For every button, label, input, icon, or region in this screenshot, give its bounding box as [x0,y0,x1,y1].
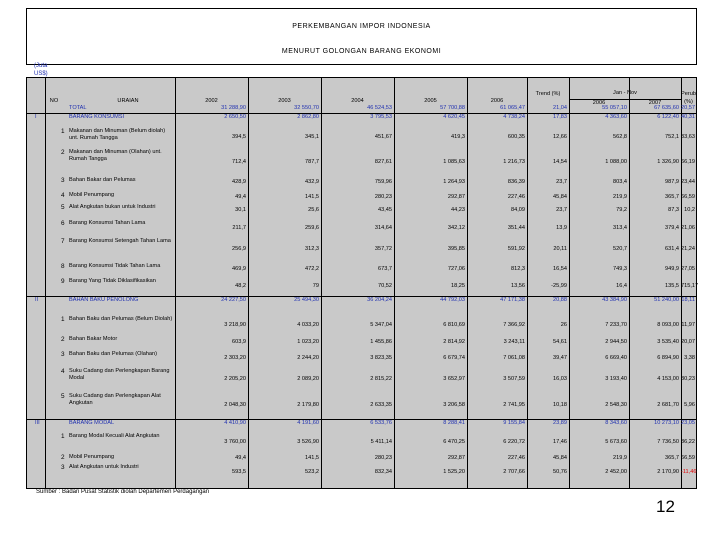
table-cell: 55 057,10 [602,105,627,111]
table-cell: 2 650,50 [224,114,246,120]
table-cell: 6 470,25 [443,439,465,445]
table-cell: 10,18 [553,402,567,408]
table-cell: 787,7 [305,159,319,165]
table-cell: 6 669,40 [605,355,627,361]
row-label: Makanan dan Minuman (Olahan) unt. Rumah Tangga [69,149,162,162]
table-cell: 4 191,60 [297,420,319,426]
table-cell: 395,85 [447,246,465,252]
table-cell: 49,4 [235,455,246,461]
table-cell: 13,9 [556,225,567,231]
row-number: 3 [61,464,65,471]
grid-line [45,78,46,488]
row-label: Mobil Penumpang [69,454,115,460]
header-2003: 2003 [278,98,291,104]
table-cell: 26 [560,322,567,328]
table-cell: 6 122,40 [657,114,679,120]
table-cell: 43 384,90 [602,297,627,303]
row-number: 6 [61,220,65,227]
table-cell: 7 233,70 [605,322,627,328]
table-cell: 313,4 [613,225,627,231]
table-cell: 5 347,04 [370,322,392,328]
table-cell: 21,24 [681,246,695,252]
table-cell: 9 155,84 [503,420,525,426]
table-cell: 5,96 [684,402,695,408]
table-cell: 3 795,53 [370,114,392,120]
row-label: Suku Cadang dan Perlengkapan Barang Modal [69,368,170,381]
table-cell: 66,59 [681,194,695,200]
table-cell: 603,9 [232,339,246,345]
row-number: 1 [61,128,65,135]
table-cell: 520,7 [613,246,627,252]
source-note: Sumber : Badan Pusat Statistik diolah Departemen Perdagangan [36,489,210,495]
table-cell: 70,52 [378,283,392,289]
table-cell: 631,4 [665,246,679,252]
table-cell: 27,05 [681,266,695,272]
table-cell: 949,9 [665,266,679,272]
row-number: II [35,297,39,303]
table-cell: 54,61 [553,339,567,345]
table-cell: 365,7 [665,455,679,461]
table-cell: 12,66 [553,134,567,140]
table-cell: 20,11 [553,246,567,252]
table-cell: 749,3 [613,266,627,272]
table-cell: 79 [312,283,319,289]
row-label: Barang Konsumsi Tahan Lama [69,220,146,226]
table-cell: 1 326,90 [657,159,679,165]
table-cell: 836,39 [507,179,525,185]
row-number: 8 [61,263,65,270]
table-cell: 987,9 [665,179,679,185]
row-label: Barang Modal Kecuali Alat Angkutan [69,433,160,439]
table-cell: 135,5 [665,283,679,289]
table-cell: 20,88 [553,297,567,303]
row-number: 4 [61,368,65,375]
table-cell: 44,23 [451,207,465,213]
table-cell: 3 243,11 [503,339,525,345]
table-cell: 5 673,60 [605,439,627,445]
table-cell: 8 288,41 [443,420,465,426]
row-number: I [35,114,37,120]
table-cell: 1 023,20 [297,339,319,345]
table-cell: 50,76 [553,469,567,475]
table-cell: 394,5 [232,134,246,140]
table-cell: 30,1 [235,207,246,213]
header-jan-nov: Jan - Nov [613,90,637,96]
table-cell: 10,2 [684,207,695,213]
header-2006: 2006 [490,98,504,104]
row-number: 2 [61,336,65,343]
data-table [26,77,697,489]
row-label: Makanan dan Minuman (Belum diolah) unt. Rumah Tangga [69,128,166,141]
row-label: BAHAN BAKU PENOLONG [69,297,139,303]
table-cell: 17,83 [553,114,567,120]
row-label: Alat Angkutan bukan untuk Industri [69,204,156,210]
table-cell: 61 065,47 [500,105,525,111]
table-cell: 1 525,20 [443,469,465,475]
header-jn-2006: 2006 [592,100,606,106]
table-cell: 23,05 [681,420,695,426]
table-cell: 30,23 [681,376,695,382]
table-cell: 6 810,69 [443,322,465,328]
unit-label: (Juta US$) [34,63,48,77]
table-cell: 219,9 [613,194,627,200]
table-cell: 16,03 [553,376,567,382]
table-cell: 3 823,35 [370,355,392,361]
table-cell: 256,9 [232,246,246,252]
table-cell: 49,4 [235,194,246,200]
table-cell: 33,63 [681,134,695,140]
table-cell: 46 524,53 [367,105,392,111]
row-number: 3 [61,177,65,184]
row-number: 5 [61,204,65,211]
header-perub: Perub (%) [681,91,696,105]
row-label: Bahan Bakar Motor [69,336,118,342]
table-cell: 2 815,22 [370,376,392,382]
table-cell: 17,46 [553,439,567,445]
page-number: 12 [656,497,675,516]
table-cell: 3 526,90 [297,439,319,445]
table-cell: 57 700,88 [440,105,465,111]
table-cell: 141,5 [305,194,319,200]
table-cell: 2 741,95 [503,402,525,408]
table-cell: 18,11 [681,297,695,303]
table-cell: 47 171,38 [500,297,525,303]
table-cell: 2 170,90 [657,469,679,475]
table-cell: 591,92 [507,246,525,252]
table-cell: 2 452,00 [605,469,627,475]
table-cell: 280,23 [374,455,392,461]
table-cell: 292,87 [447,455,465,461]
row-label: Suku Cadang dan Perlengkapan Alat Angkutan [69,393,161,406]
table-cell: 51 240,00 [654,297,679,303]
row-number: 9 [61,278,65,285]
table-cell: 2 205,20 [224,376,246,382]
table-cell: 2 548,30 [605,402,627,408]
table-cell: 1 088,00 [605,159,627,165]
table-cell: 351,44 [507,225,525,231]
table-cell: 7 366,92 [503,322,525,328]
table-cell: 523,2 [305,469,319,475]
table-cell: 141,5 [305,455,319,461]
table-cell: 45,84 [553,455,567,461]
table-cell: 2 862,80 [297,114,319,120]
table-cell: 16,54 [553,266,567,272]
table-cell: 31 288,90 [221,105,246,111]
table-cell: 562,8 [613,134,627,140]
table-cell: 40,31 [681,114,695,120]
table-cell: 803,4 [613,179,627,185]
table-cell: 10 273,10 [654,420,679,426]
table-cell: 3,38 [684,355,695,361]
table-cell: 712,4 [232,159,246,165]
row-label: Barang Yang Tidak Diklasifikasikan [69,278,156,284]
table-cell: 2 944,50 [605,339,627,345]
table-cell: 45,84 [553,194,567,200]
table-cell: 23,44 [681,179,695,185]
table-cell: 23,7 [556,207,567,213]
title-box [26,8,697,65]
table-cell: 3 760,00 [224,439,246,445]
table-cell: 2 089,20 [297,376,319,382]
table-cell: 280,23 [374,194,392,200]
table-cell: 345,1 [305,134,319,140]
table-cell: 6 220,72 [503,439,525,445]
table-cell: 432,9 [305,179,319,185]
table-cell: 312,3 [305,246,319,252]
table-cell: 365,7 [665,194,679,200]
table-cell: 227,46 [507,455,525,461]
table-cell: 4 153,00 [657,376,679,382]
table-cell: 3 507,59 [503,376,525,382]
header-2004: 2004 [351,98,364,104]
table-cell: 727,06 [447,266,465,272]
table-cell: 66,59 [681,455,695,461]
table-cell: 3 193,40 [605,376,627,382]
row-number: 7 [61,238,65,245]
table-cell: 6 679,74 [443,355,465,361]
row-label: Bahan Bakar dan Pelumas [69,177,136,183]
table-cell: 2 048,30 [224,402,246,408]
header-no: NO [49,98,59,104]
table-cell: 812,3 [511,266,525,272]
page-title: PERKEMBANGAN IMPOR INDONESIA [292,23,431,30]
table-cell: 66,19 [681,159,695,165]
table-cell: 715,17 [681,283,699,289]
header-trend: Trend (%) [535,91,561,97]
table-cell: 2 633,35 [370,402,392,408]
table-cell: 4 363,60 [605,114,627,120]
table-cell: 292,87 [447,194,465,200]
table-cell: 673,7 [378,266,392,272]
row-number: 3 [61,351,65,358]
table-cell: 3 652,97 [443,376,465,382]
table-cell: 25,6 [308,207,319,213]
table-cell: 36 204,24 [367,297,392,303]
row-label: Alat Angkutan untuk Industri [69,464,139,470]
table-cell: 227,46 [507,194,525,200]
table-cell: 3 218,90 [224,322,246,328]
table-cell: 428,9 [232,179,246,185]
table-cell: 14,54 [553,159,567,165]
row-number: 1 [61,433,65,440]
table-cell: 25 494,30 [294,297,319,303]
row-label: TOTAL [69,105,87,111]
table-cell: 2 814,92 [443,339,465,345]
table-cell: 4 738,24 [503,114,525,120]
table-cell: 21,06 [681,225,695,231]
table-cell: 342,12 [447,225,465,231]
table-cell: 6 533,76 [370,420,392,426]
table-cell: 4 033,20 [297,322,319,328]
row-label: Bahan Baku dan Pelumas (Belum Diolah) [69,316,173,322]
table-cell: 759,96 [374,179,392,185]
page-subtitle: MENURUT GOLONGAN BARANG EKONOMI [281,48,442,55]
table-cell: 472,2 [305,266,319,272]
row-number: 2 [61,149,65,156]
table-cell: 1 455,86 [370,339,392,345]
table-cell: -11,46 [681,469,697,475]
row-label: Barang Konsumsi Setengah Tahan Lama [69,238,171,244]
table-cell: 259,6 [305,225,319,231]
table-cell: 2 303,20 [224,355,246,361]
table-cell: 16,4 [616,283,627,289]
row-number: 4 [61,192,65,199]
table-cell: 11,97 [681,322,695,328]
table-cell: 8 093,00 [657,322,679,328]
table-cell: 79,2 [616,207,627,213]
row-number: 2 [61,454,65,461]
row-label: Mobil Penumpang [69,192,115,198]
table-cell: 24 227,50 [221,297,246,303]
row-number: III [35,420,40,426]
table-cell: 357,72 [374,246,392,252]
table-cell: 2 179,80 [297,402,319,408]
table-cell: 23,89 [553,420,567,426]
table-cell: 7 061,08 [503,355,525,361]
header-uraian: URAIAN [117,98,139,104]
row-label: Bahan Baku dan Pelumas (Olahan) [69,351,158,357]
table-cell: 211,7 [232,225,246,231]
table-cell: 2 707,66 [503,469,525,475]
table-cell: 379,4 [665,225,679,231]
header-2005: 2005 [424,98,437,104]
table-cell: 600,35 [507,134,525,140]
table-cell: 8 343,60 [605,420,627,426]
table-cell: 48,2 [235,283,246,289]
table-cell: 18,25 [451,283,465,289]
table-cell: 4 410,90 [224,420,246,426]
table-cell: 44 792,03 [440,297,465,303]
header-2002: 2002 [205,98,218,104]
table-cell: 21,04 [553,105,567,111]
table-cell: 3 206,58 [443,402,465,408]
table-cell: 23,7 [556,179,567,185]
table-cell: 20,07 [681,339,695,345]
table-cell: 13,56 [511,283,525,289]
row-number: 5 [61,393,65,400]
table-cell: 32 550,70 [294,105,319,111]
table-cell: 67 635,60 [654,105,679,111]
table-cell: 84,09 [511,207,525,213]
table-cell: 39,47 [553,355,567,361]
table-cell: 4 620,45 [443,114,465,120]
table-cell: 3 535,40 [657,339,679,345]
table-cell: 451,67 [374,134,392,140]
table-cell: 43,45 [378,207,392,213]
row-number: 1 [61,316,65,323]
row-label: Barang Konsumsi Tidak Tahan Lama [69,263,161,269]
table-cell: 469,9 [232,266,246,272]
table-cell: 314,64 [374,225,392,231]
table-cell: 827,61 [374,159,392,165]
table-cell: 2 681,70 [657,402,679,408]
table-cell: -25,99 [551,283,567,289]
table-cell: 752,1 [665,134,679,140]
table-cell: 87,3 [668,207,679,213]
table-cell: 36,22 [681,439,695,445]
table-cell: 1 216,73 [503,159,525,165]
table-cell: 419,3 [451,134,465,140]
table-cell: 832,34 [374,469,392,475]
table-cell: 20,57 [681,105,695,111]
table-cell: 5 411,14 [370,439,392,445]
header-jn-2007: 2007 [648,100,662,106]
table-cell: 7 736,50 [657,439,679,445]
row-label: BARANG KONSUMSI [69,114,125,120]
row-label: BARANG MODAL [69,420,115,426]
table-cell: 219,9 [613,455,627,461]
table-cell: 1 085,63 [443,159,465,165]
table-cell: 6 894,90 [657,355,679,361]
table-cell: 2 244,20 [297,355,319,361]
table-cell: 593,5 [232,469,246,475]
table-cell: 1 264,93 [443,179,465,185]
